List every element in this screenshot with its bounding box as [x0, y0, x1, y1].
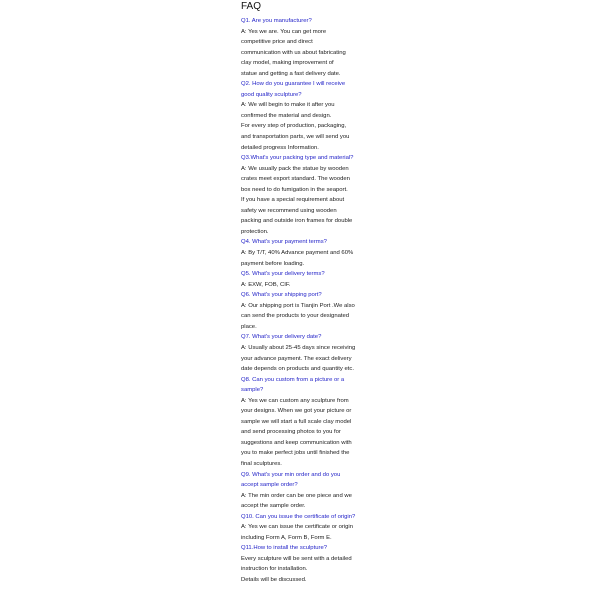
faq-question-line: Q1. Are you manufacturer?: [241, 18, 312, 24]
faq-answer-line: Every sculpture will be sent with a detailed: [241, 555, 352, 562]
faq-section: [241, 1, 371, 586]
faq-answer-line: A: Usually about 25-45 days since receiving: [241, 344, 356, 351]
faq-answer-line: protection.: [241, 228, 269, 235]
faq-item: [241, 543, 371, 585]
faq-answer-line: accept the sample order.: [241, 503, 306, 510]
faq-answer-line: If you have a special requirement about: [241, 197, 345, 204]
faq-question-line: good quality sculpture?: [241, 91, 302, 98]
faq-answer-line: packing and outside iron frames for double: [241, 218, 353, 225]
faq-question-line: Q10. Can you issue the certificate of origin?: [241, 513, 356, 520]
faq-question-line: Q6. What's your shipping port?: [241, 292, 322, 299]
faq-list: [241, 16, 371, 586]
faq-answer-line: sample we will start a full scale clay model: [241, 418, 352, 425]
faq-question-line: Q3.What's your packing type and material?: [241, 155, 354, 162]
faq-question-line: Q5. What's your delivery terms?: [241, 271, 325, 278]
faq-answer-line: communication with us about fabricating: [241, 49, 346, 56]
faq-item: [241, 375, 371, 470]
faq-answer-line: A: Yes we can custom any sculpture from: [241, 397, 349, 404]
faq-answer-line: payment before loading.: [241, 260, 305, 267]
faq-item: [241, 512, 371, 544]
faq-answer-line: clay model, making improvement of: [241, 60, 334, 67]
faq-question-line: accept sample order?: [241, 482, 298, 489]
faq-answer-line: A: Yes we are. You can get more: [241, 28, 327, 35]
faq-answer-line: A: The min order can be one piece and we: [241, 492, 352, 499]
faq-question-line: Q11.How to install the sculpture?: [241, 545, 328, 552]
faq-question-line: Q7. What's your delivery date?: [241, 334, 322, 341]
faq-question-line: Q2. How do you guarantee I will receive: [241, 81, 346, 88]
faq-answer-line: you to make perfect jobs until finished the: [241, 450, 350, 457]
faq-answer-line: A: By T/T, 40% Advance payment and 60%: [241, 250, 354, 257]
faq-answer-line: your advance payment. The exact delivery: [241, 355, 352, 362]
faq-answer-line: your designs. When we got your picture or: [241, 408, 352, 415]
faq-answer-line: A: Our shipping port is Tianjin Port .We also: [241, 302, 355, 309]
faq-question-line: Q8. Can you custom from a picture or a: [241, 376, 345, 383]
faq-item: [241, 470, 371, 512]
faq-answer-line: box need to do fumigation in the seaport.: [241, 186, 348, 193]
faq-answer-line: crates meet export standard. The wooden: [241, 176, 350, 183]
faq-answer-line: final sculptures.: [241, 460, 282, 467]
faq-answer-line: can send the products to your designated: [241, 313, 350, 320]
faq-answer-line: A: EXW, FOB, CIF.: [241, 281, 291, 288]
faq-answer-line: For every step of production, packaging,: [241, 123, 347, 130]
faq-answer-line: place.: [241, 323, 257, 330]
faq-answer-line: A: We usually pack the statue by wooden: [241, 165, 349, 172]
faq-answer-line: and send processing photos to you for: [241, 429, 341, 436]
faq-answer-line: Details will be discussed.: [241, 576, 307, 583]
faq-item: [241, 269, 371, 290]
faq-item: [241, 153, 371, 237]
faq-question-line: Q9. What's your min order and do you: [241, 471, 341, 478]
faq-item: [241, 332, 371, 374]
faq-answer-line: competitive price and direct: [241, 39, 313, 46]
faq-answer-line: A: We will begin to make it after you: [241, 102, 335, 109]
faq-item: [241, 16, 371, 79]
faq-answer-line: detailed progress Information.: [241, 144, 319, 151]
faq-item: [241, 237, 371, 269]
faq-title: FAQ: [241, 1, 262, 12]
faq-answer-line: and transportation parts, we will send you: [241, 134, 350, 141]
faq-answer-line: confirmed the material and design.: [241, 112, 332, 119]
faq-answer-line: safety we recommend using wooden: [241, 207, 337, 214]
faq-item: [241, 290, 371, 332]
faq-answer-line: statue and getting a fast delivery date.: [241, 70, 341, 77]
faq-answer-line: including Form A, Form B, Form E.: [241, 534, 332, 541]
faq-answer-line: suggestions and keep communication with: [241, 439, 352, 446]
faq-answer-line: instruction for installation.: [241, 566, 308, 573]
faq-answer-line: A: Yes we can issue the certificate or origin: [241, 524, 353, 531]
faq-question-line: Q4. What's your payment terms?: [241, 239, 327, 246]
faq-item: [241, 79, 371, 153]
faq-question-line: sample?: [241, 387, 264, 394]
faq-answer-line: date depends on products and quantity etc.: [241, 366, 354, 373]
